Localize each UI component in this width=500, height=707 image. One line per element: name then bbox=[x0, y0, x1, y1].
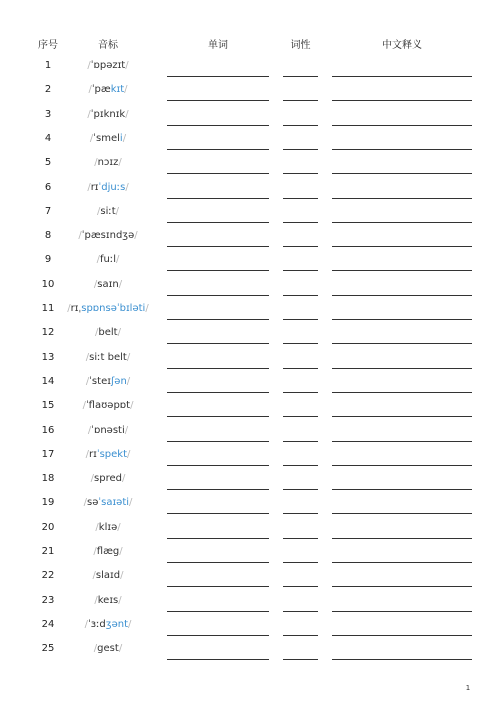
phonetic-transcription bbox=[60, 230, 156, 241]
slash-mark: / bbox=[87, 181, 91, 193]
slash-mark: / bbox=[118, 594, 122, 606]
table-row bbox=[0, 449, 500, 473]
slash-mark: / bbox=[85, 448, 89, 460]
phonetic-part: belt bbox=[98, 327, 118, 339]
slash-mark: / bbox=[121, 473, 126, 485]
table-row bbox=[0, 109, 500, 133]
definition-answer-line[interactable] bbox=[332, 538, 472, 539]
table-row bbox=[0, 133, 500, 157]
row-number: 25 bbox=[41, 643, 55, 655]
phonetic-highlight: ˈsaɪəti bbox=[98, 497, 130, 509]
table-row bbox=[0, 546, 500, 570]
row-number: 9 bbox=[44, 254, 52, 266]
definition-answer-line[interactable] bbox=[332, 222, 472, 223]
definition-answer-line[interactable] bbox=[332, 100, 472, 101]
pos-answer-line[interactable] bbox=[283, 246, 318, 247]
phonetic-transcription bbox=[60, 279, 156, 290]
word-answer-line[interactable] bbox=[167, 76, 269, 77]
table-row bbox=[0, 570, 500, 594]
slash-mark: / bbox=[82, 400, 86, 412]
phonetic-part: gest bbox=[97, 643, 119, 655]
word-answer-line[interactable] bbox=[167, 538, 269, 539]
table-row bbox=[0, 206, 500, 230]
pos-answer-line[interactable] bbox=[283, 149, 318, 150]
word-answer-line[interactable] bbox=[167, 295, 269, 296]
phonetic-highlight: ˈspekt bbox=[96, 448, 127, 460]
slash-mark: / bbox=[89, 132, 94, 144]
slash-mark: / bbox=[94, 157, 98, 169]
phonetic-transcription bbox=[60, 497, 156, 508]
word-answer-line[interactable] bbox=[167, 198, 269, 199]
row-number: 4 bbox=[44, 132, 52, 144]
phonetic-transcription bbox=[60, 157, 156, 168]
word-answer-line[interactable] bbox=[167, 125, 269, 126]
phonetic-highlight: kɪt bbox=[110, 84, 125, 96]
word-answer-line[interactable] bbox=[167, 343, 269, 344]
definition-answer-line[interactable] bbox=[332, 343, 472, 344]
phonetic-transcription bbox=[60, 619, 156, 630]
pos-answer-line[interactable] bbox=[283, 76, 318, 77]
table-row bbox=[0, 522, 500, 546]
header-part-of-speech: 词性 bbox=[290, 40, 311, 51]
slash-mark: / bbox=[134, 230, 138, 242]
slash-mark: / bbox=[95, 521, 99, 533]
row-number: 13 bbox=[41, 351, 55, 363]
header-number: 序号 bbox=[38, 40, 58, 51]
table-row bbox=[0, 643, 500, 667]
table-row bbox=[0, 157, 500, 181]
phonetic-transcription bbox=[60, 425, 156, 436]
row-number: 18 bbox=[41, 473, 55, 485]
definition-answer-line[interactable] bbox=[332, 76, 472, 77]
table-row bbox=[0, 619, 500, 643]
row-number: 1 bbox=[44, 60, 52, 71]
word-answer-line[interactable] bbox=[167, 489, 269, 490]
row-number: 5 bbox=[44, 157, 52, 169]
word-answer-line[interactable] bbox=[167, 222, 269, 223]
phonetic-transcription bbox=[60, 254, 156, 265]
word-answer-line[interactable] bbox=[167, 635, 269, 636]
word-answer-line[interactable] bbox=[167, 319, 269, 320]
phonetic-transcription bbox=[60, 206, 156, 217]
phonetic-transcription bbox=[60, 546, 156, 557]
row-number: 10 bbox=[41, 278, 55, 290]
table-row bbox=[0, 595, 500, 619]
slash-mark: / bbox=[124, 84, 128, 96]
phonetic-part: klɪə bbox=[98, 521, 118, 533]
slash-mark: / bbox=[92, 570, 96, 582]
pos-answer-line[interactable] bbox=[283, 222, 318, 223]
table-row bbox=[0, 473, 500, 497]
definition-answer-line[interactable] bbox=[332, 513, 472, 514]
slash-mark: / bbox=[95, 327, 99, 339]
pos-answer-line[interactable] bbox=[283, 513, 318, 514]
word-answer-line[interactable] bbox=[167, 173, 269, 174]
phonetic-part: flæg bbox=[96, 546, 120, 557]
definition-answer-line[interactable] bbox=[332, 659, 472, 660]
pos-answer-line[interactable] bbox=[283, 125, 318, 126]
slash-mark: / bbox=[115, 205, 120, 217]
pos-answer-line[interactable] bbox=[283, 368, 318, 369]
slash-mark: / bbox=[94, 594, 98, 606]
phonetic-transcription bbox=[60, 84, 156, 95]
phonetic-transcription bbox=[60, 109, 156, 120]
slash-mark: / bbox=[117, 521, 121, 533]
phonetic-part: rɪ bbox=[90, 181, 99, 193]
word-answer-line[interactable] bbox=[167, 149, 269, 150]
row-number: 22 bbox=[41, 570, 55, 582]
phonetic-part: ˈɒnəsti bbox=[91, 424, 125, 436]
pos-answer-line[interactable] bbox=[283, 489, 318, 490]
table-row bbox=[0, 182, 500, 206]
slash-mark: / bbox=[120, 570, 124, 582]
word-answer-line[interactable] bbox=[167, 416, 269, 417]
table-row bbox=[0, 400, 500, 424]
word-answer-line[interactable] bbox=[167, 100, 269, 101]
row-number: 2 bbox=[44, 84, 52, 96]
slash-mark: / bbox=[124, 424, 129, 436]
definition-answer-line[interactable] bbox=[332, 319, 472, 320]
pos-answer-line[interactable] bbox=[283, 343, 318, 344]
slash-mark: / bbox=[125, 60, 129, 71]
definition-answer-line[interactable] bbox=[332, 368, 472, 369]
definition-answer-line[interactable] bbox=[332, 125, 472, 126]
definition-answer-line[interactable] bbox=[332, 198, 472, 199]
slash-mark: / bbox=[145, 303, 149, 314]
definition-answer-line[interactable] bbox=[332, 392, 472, 393]
row-number: 3 bbox=[44, 108, 52, 120]
table-row bbox=[0, 279, 500, 303]
phonetic-transcription bbox=[60, 595, 156, 606]
table-row bbox=[0, 497, 500, 521]
definition-answer-line[interactable] bbox=[332, 295, 472, 296]
row-number: 16 bbox=[41, 424, 55, 436]
phonetic-part: saɪn bbox=[97, 278, 119, 290]
phonetic-transcription bbox=[60, 376, 156, 387]
phonetic-part: nɔɪz bbox=[97, 157, 119, 169]
word-answer-line[interactable] bbox=[167, 441, 269, 442]
word-answer-line[interactable] bbox=[167, 659, 269, 660]
definition-answer-line[interactable] bbox=[332, 246, 472, 247]
row-number: 24 bbox=[41, 618, 55, 630]
pos-answer-line[interactable] bbox=[283, 319, 318, 320]
slash-mark: / bbox=[93, 546, 97, 557]
pos-answer-line[interactable] bbox=[283, 295, 318, 296]
row-number: 11 bbox=[41, 303, 55, 314]
table-row bbox=[0, 60, 500, 84]
definition-answer-line[interactable] bbox=[332, 173, 472, 174]
word-answer-line[interactable] bbox=[167, 513, 269, 514]
phonetic-transcription bbox=[60, 400, 156, 411]
row-number: 17 bbox=[41, 448, 55, 460]
definition-answer-line[interactable] bbox=[332, 635, 472, 636]
phonetic-part: keɪs bbox=[97, 594, 119, 606]
slash-mark: / bbox=[83, 497, 87, 509]
phonetic-part: ˈpæ bbox=[91, 84, 111, 96]
pos-answer-line[interactable] bbox=[283, 416, 318, 417]
word-answer-line[interactable] bbox=[167, 392, 269, 393]
phonetic-part: ˈsteɪ bbox=[89, 375, 111, 387]
slash-mark: / bbox=[93, 643, 98, 655]
pos-answer-line[interactable] bbox=[283, 173, 318, 174]
phonetic-part: ˈɒpəzɪt bbox=[90, 60, 126, 71]
table-row bbox=[0, 425, 500, 449]
slash-mark: / bbox=[127, 618, 132, 630]
pos-answer-line[interactable] bbox=[283, 198, 318, 199]
slash-mark: / bbox=[126, 375, 131, 387]
definition-answer-line[interactable] bbox=[332, 562, 472, 563]
slash-mark: / bbox=[87, 60, 91, 71]
phonetic-part: ˈpæsɪndʒə bbox=[81, 230, 135, 242]
word-answer-line[interactable] bbox=[167, 586, 269, 587]
pos-answer-line[interactable] bbox=[283, 611, 318, 612]
phonetic-part: siːt bbox=[100, 205, 116, 217]
slash-mark: / bbox=[67, 303, 71, 314]
phonetic-part: ˈflaʊəpɒt bbox=[85, 400, 131, 412]
phonetic-part: ˈsmel bbox=[93, 132, 120, 144]
pos-answer-line[interactable] bbox=[283, 441, 318, 442]
phonetic-transcription bbox=[60, 643, 156, 654]
slash-mark: / bbox=[78, 230, 82, 242]
row-number: 19 bbox=[41, 497, 55, 509]
word-answer-line[interactable] bbox=[167, 562, 269, 563]
phonetic-highlight: ʃən bbox=[110, 375, 127, 387]
definition-answer-line[interactable] bbox=[332, 416, 472, 417]
header-word: 单词 bbox=[208, 40, 228, 51]
word-answer-line[interactable] bbox=[167, 611, 269, 612]
table-row bbox=[0, 376, 500, 400]
pos-answer-line[interactable] bbox=[283, 270, 318, 271]
phonetic-transcription bbox=[60, 182, 156, 193]
phonetic-transcription bbox=[60, 352, 156, 363]
slash-mark: / bbox=[96, 254, 100, 266]
pos-answer-line[interactable] bbox=[283, 635, 318, 636]
slash-mark: / bbox=[87, 108, 91, 120]
slash-mark: / bbox=[117, 327, 121, 339]
pos-answer-line[interactable] bbox=[283, 465, 318, 466]
definition-answer-line[interactable] bbox=[332, 270, 472, 271]
phonetic-transcription bbox=[60, 303, 156, 314]
definition-answer-line[interactable] bbox=[332, 611, 472, 612]
slash-mark: / bbox=[88, 84, 92, 96]
row-number: 12 bbox=[41, 327, 55, 339]
definition-answer-line[interactable] bbox=[332, 149, 472, 150]
slash-mark: / bbox=[87, 424, 92, 436]
phonetic-part: rɪ bbox=[89, 448, 97, 460]
phonetic-highlight: ʒənt bbox=[105, 618, 128, 630]
slash-mark: / bbox=[126, 351, 131, 363]
word-answer-line[interactable] bbox=[167, 246, 269, 247]
pos-answer-line[interactable] bbox=[283, 562, 318, 563]
slash-mark: / bbox=[127, 448, 131, 460]
table-row bbox=[0, 352, 500, 376]
phonetic-transcription bbox=[60, 473, 156, 484]
pos-answer-line[interactable] bbox=[283, 586, 318, 587]
slash-mark: / bbox=[129, 497, 133, 509]
phonetic-highlight: i bbox=[119, 132, 123, 144]
slash-mark: / bbox=[125, 108, 129, 120]
phonetic-transcription bbox=[60, 522, 156, 533]
phonetic-transcription bbox=[60, 60, 156, 71]
row-number: 6 bbox=[44, 181, 52, 193]
pos-answer-line[interactable] bbox=[283, 100, 318, 101]
slash-mark: / bbox=[85, 351, 90, 363]
phonetic-transcription bbox=[60, 449, 156, 460]
table-row bbox=[0, 303, 500, 327]
phonetic-part: rɪˌ bbox=[70, 303, 82, 314]
pos-answer-line[interactable] bbox=[283, 659, 318, 660]
row-number: 21 bbox=[41, 546, 55, 557]
phonetic-part: ˈɜːd bbox=[88, 618, 106, 630]
slash-mark: / bbox=[116, 254, 120, 266]
phonetic-highlight: spɒnsəˈbɪləti bbox=[81, 303, 146, 314]
header-definition: 中文释义 bbox=[382, 40, 422, 51]
table-row bbox=[0, 327, 500, 351]
phonetic-part: sə bbox=[86, 497, 99, 509]
slash-mark: / bbox=[84, 618, 88, 630]
slash-mark: / bbox=[96, 205, 101, 217]
definition-answer-line[interactable] bbox=[332, 441, 472, 442]
phonetic-highlight: ˈdjuːs bbox=[98, 181, 126, 193]
row-number: 14 bbox=[41, 375, 55, 387]
phonetic-transcription bbox=[60, 570, 156, 581]
row-number: 23 bbox=[41, 594, 55, 606]
slash-mark: / bbox=[119, 546, 123, 557]
phonetic-part: spred bbox=[94, 473, 122, 485]
phonetic-part: ˈpɪknɪk bbox=[90, 108, 126, 120]
slash-mark: / bbox=[118, 278, 123, 290]
definition-answer-line[interactable] bbox=[332, 489, 472, 490]
phonetic-part: siːt belt bbox=[89, 351, 127, 363]
row-number: 15 bbox=[41, 400, 55, 412]
definition-answer-line[interactable] bbox=[332, 465, 472, 466]
slash-mark: / bbox=[93, 278, 98, 290]
pos-answer-line[interactable] bbox=[283, 538, 318, 539]
row-number: 8 bbox=[44, 230, 52, 242]
slash-mark: / bbox=[90, 473, 95, 485]
slash-mark: / bbox=[122, 132, 127, 144]
word-answer-line[interactable] bbox=[167, 368, 269, 369]
slash-mark: / bbox=[125, 181, 129, 193]
slash-mark: / bbox=[85, 375, 90, 387]
word-answer-line[interactable] bbox=[167, 270, 269, 271]
table-row bbox=[0, 254, 500, 278]
row-number: 20 bbox=[41, 521, 55, 533]
page-number: 1 bbox=[465, 684, 471, 692]
phonetic-part: slaɪd bbox=[95, 570, 121, 582]
slash-mark: / bbox=[130, 400, 134, 412]
table-row bbox=[0, 84, 500, 108]
phonetic-transcription bbox=[60, 133, 156, 144]
header-phonetic: 音标 bbox=[98, 40, 118, 51]
word-answer-line[interactable] bbox=[167, 465, 269, 466]
phonetic-part: fuːl bbox=[99, 254, 116, 266]
row-number: 7 bbox=[44, 205, 52, 217]
table-row bbox=[0, 230, 500, 254]
slash-mark: / bbox=[118, 157, 122, 169]
definition-answer-line[interactable] bbox=[332, 586, 472, 587]
phonetic-transcription bbox=[60, 327, 156, 338]
pos-answer-line[interactable] bbox=[283, 392, 318, 393]
slash-mark: / bbox=[118, 643, 123, 655]
